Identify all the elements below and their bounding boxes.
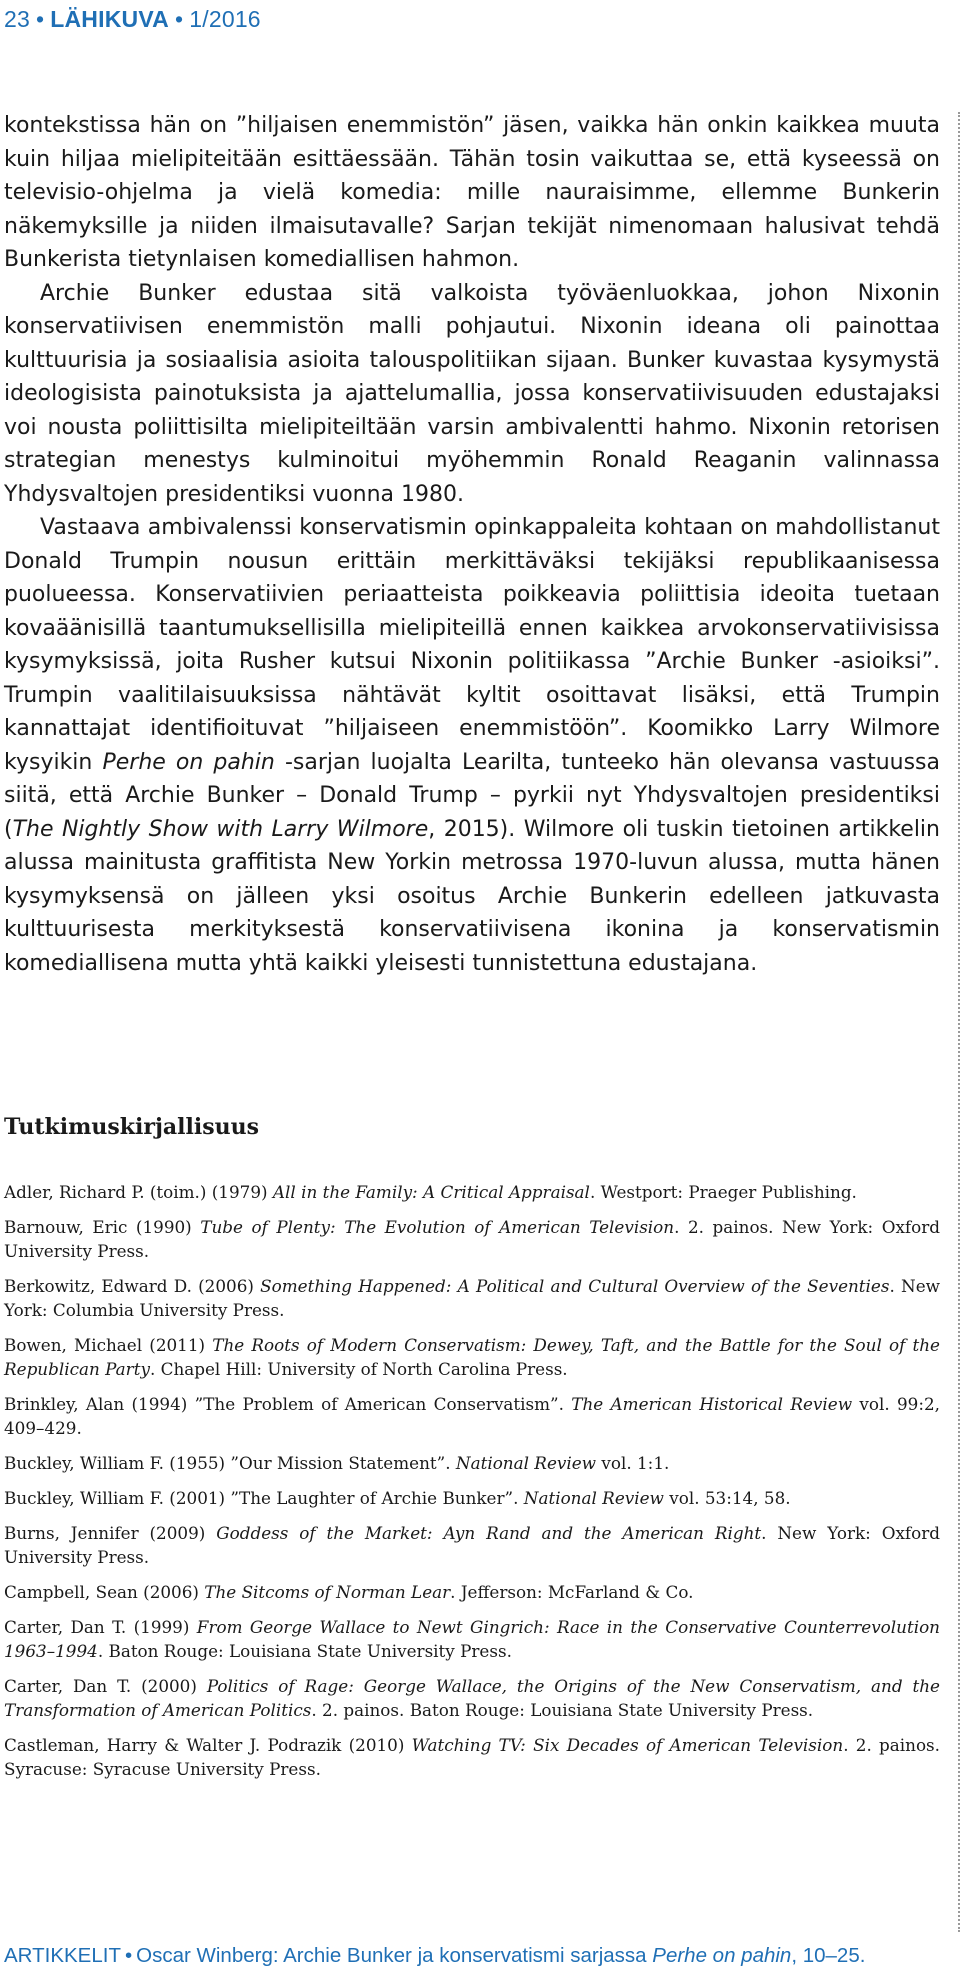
bullet-separator: •: [174, 6, 184, 32]
reference-item: Carter, Dan T. (1999) From George Wallace to Newt Gingrich: Race in the Conservative Counterrevolution 1963–1994. Baton Rouge: Louisiana State University Press.: [4, 1617, 940, 1661]
reference-item: Brinkley, Alan (1994) ”The Problem of American Conservatism”. The American Historical Review vol. 99:2, 409–429.: [4, 1394, 940, 1438]
references-list: [4, 1180, 940, 1792]
paragraph: Vastaava ambivalenssi konservatismin opinkappaleita kohtaan on mahdollistanut Donald Trumpin nousun erittäin merkittäväksi tekijäksi republikaanisessa puolueessa. Konservatiivien periaatteista poikkeavia poliittisia ideoita tuetaan kovaäänisillä taantumuksellisilla mielipiteillä ennen kaikkea arvokonservatiivisissa kysymyksissä, joita Rusher kutsui Nixonin politiikassa ”Archie Bunker -asioiksi”. Trumpin vaalitilaisuuksissa nähtävät kyltit osoittavat lisäksi, että Trumpin kannattajat identifioituvat ”hiljaiseen enemmistöön”. Koomikko Larry Wilmore kysyikin Perhe on pahin -sarjan luojalta Learilta, tunteeko hän olevansa vastuussa siitä, että Archie Bunker – Donald Trump – pyrkii nyt Yhdysvaltojen presidentiksi (The Nightly Show with Larry Wilmore, 2015). Wilmore oli tuskin tietoinen artikkelin alussa mainitusta graffitista New Yorkin metrossa 1970-luvun alussa, mutta hänen kysymyksensä on jälleen yksi osoitus Archie Bunkerin edelleen jatkuvasta kulttuurisesta merkityksestä konservatiivisena ikonina ja konservatismin komediallisena mutta yhtä kaikki yleisesti tunnistettuna edustajana.: [4, 515, 940, 976]
magazine-name: LÄHIKUVA: [50, 6, 169, 32]
paragraph: kontekstissa hän on ”hiljaisen enemmistön” jäsen, vaikka hän onkin kaikkea muuta kuin hiljaa mielipiteitään esittäessään. Tähän tosin vaikuttaa se, että kyseessä on televisio-ohjelma ja vielä komedia: mille nauraisimme, ellemme Bunkerin näkemyksille ja niiden ilmaisutavalle? Sarjan tekijät nimenomaan halusivat tehdä Bunkerista tietynlaisen komediallisen hahmon.: [4, 113, 940, 272]
bullet-separator: •: [124, 1944, 133, 1967]
reference-item: Barnouw, Eric (1990) Tube of Plenty: The Evolution of American Television. 2. painos. New York: Oxford University Press.: [4, 1217, 941, 1261]
citation-prefix: Oscar Winberg: Archie Bunker ja konservatismi sarjassa: [136, 1944, 653, 1967]
issue-number: 1/2016: [189, 6, 261, 32]
reference-item: Campbell, Sean (2006) The Sitcoms of Norman Lear. Jefferson: McFarland & Co.: [4, 1582, 694, 1602]
citation-pages: , 10–25.: [791, 1944, 866, 1967]
reference-item: Castleman, Harry & Walter J. Podrazik (2010) Watching TV: Six Decades of American Television. 2. painos. Syracuse: Syracuse University Press.: [4, 1735, 941, 1779]
page-number: 23: [4, 6, 30, 32]
section-label: ARTIKKELIT: [4, 1944, 121, 1967]
citation-series-title: Perhe on pahin: [652, 1944, 792, 1967]
reference-item: Carter, Dan T. (2000) Politics of Rage: George Wallace, the Origins of the New Conservatism, and the Transformation of American Politics. 2. painos. Baton Rouge: Louisiana State University Press.: [4, 1676, 940, 1720]
reference-item: Burns, Jennifer (2009) Goddess of the Market: Ayn Rand and the American Right. New York: Oxford University Press.: [4, 1523, 941, 1567]
reference-item: Bowen, Michael (2011) The Roots of Modern Conservatism: Dewey, Taft, and the Battle for the Soul of the Republican Party. Chapel Hill: University of North Carolina Press.: [4, 1335, 940, 1379]
reference-item: Berkowitz, Edward D. (2006) Something Happened: A Political and Cultural Overview of the Seventies. New York: Columbia University Press.: [4, 1276, 940, 1320]
running-footer: [4, 1944, 865, 1968]
bullet-separator: •: [35, 6, 45, 32]
reference-item: Adler, Richard P. (toim.) (1979) All in the Family: A Critical Appraisal. Westport: Praeger Publishing.: [4, 1182, 857, 1202]
reference-item: Buckley, William F. (1955) ”Our Mission Statement”. National Review vol. 1:1.: [4, 1453, 670, 1473]
paragraph: Archie Bunker edustaa sitä valkoista työväenluokkaa, johon Nixonin konservatiivisen enemmistön malli pohjautui. Nixonin ideana oli painottaa kulttuurisia ja sosiaalisia asioita talouspolitiikan sijaan. Bunker kuvastaa kysymystä ideologisista painotuksista ja ajattelumallia, jossa konservatiivisuuden edustajaksi voi nousta poliittisilta mielipiteiltään varsin ambivalentti hahmo. Nixonin retorisen strategian menestys kulminoitui myöhemmin Ronald Reaganin valinnassa Yhdysvaltojen presidentiksi vuonna 1980.: [4, 280, 940, 507]
references-heading: Tutkimuskirjallisuus: [4, 1114, 260, 1140]
running-header: [4, 6, 261, 33]
article-body: [4, 109, 940, 980]
reference-item: Buckley, William F. (2001) ”The Laughter of Archie Bunker”. National Review vol. 53:14, 58.: [4, 1488, 791, 1508]
